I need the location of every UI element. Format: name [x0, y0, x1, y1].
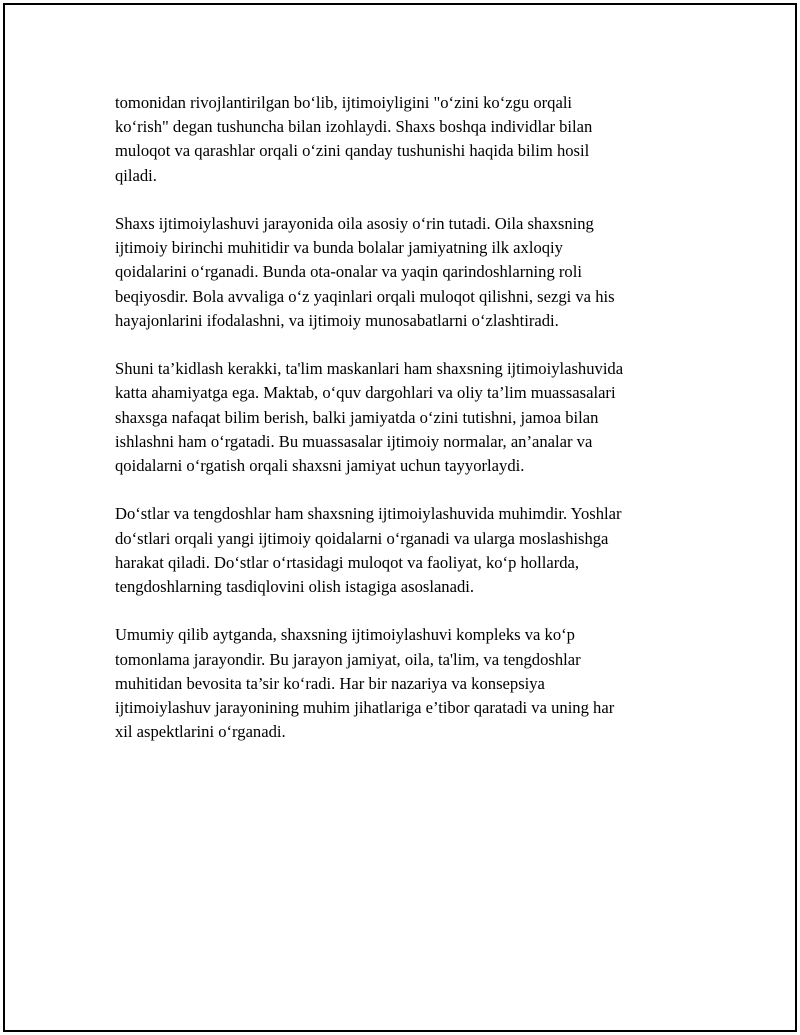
paragraph-1: tomonidan rivojlantirilgan bo‘lib, ijtimoiyligini "o‘zini ko‘zgu orqali ko‘rish" degan tushuncha bilan izohlaydi. Shaxs boshqa individlar bilan muloqot va qarashlar orqali o‘zini qanday tushunishi haqida bilim hosil qiladi. [115, 93, 593, 185]
paragraph-2: Shaxs ijtimoiylashuvi jarayonida oila asosiy o‘rin tutadi. Oila shaxsning ijtimoiy birinchi muhitidir va bunda bolalar jamiyatning ilk axloqiy qoidalarini o‘rganadi. Bunda ota-onalar va yaqin qarindoshlarning roli beqiyosdir. Bola avvaliga o‘z yaqinlari orqali muloqot qilishni, sezgi va his hayajonlarini ifodalashni, va ijtimoiy munosabatlarni o‘zlashtiradi. [115, 214, 615, 330]
paragraph-5: Umumiy qilib aytganda, shaxsning ijtimoiylashuvi kompleks va ko‘p tomonlama jarayondir. Bu jarayon jamiyat, oila, ta'lim, va tengdoshlar muhitidan bevosita ta’sir ko‘radi. Har bir nazariya va konsepsiya ijtimoiylashuv jarayonining muhim jihatlariga e’tibor qaratadi va uning har xil aspektlarini o‘rganadi. [115, 625, 615, 742]
paragraph-3: Shuni ta’kidlash kerakki, ta'lim maskanlari ham shaxsning ijtimoiylashuvida katta ahamiyatga ega. Maktab, o‘quv dargohlari va oliy ta’lim muassasalari shaxsga nafaqat bilim berish, balki jamiyatda o‘zini tutishni, jamoa bilan ishlashni ham o‘rgatadi. Bu muassasalar ijtimoiy normalar, an’analar va qoidalarni o‘rgatish orqali shaxsni jamiyat uchun tayyorlaydi. [115, 359, 624, 476]
document-body [115, 91, 695, 769]
paragraph-4: Do‘stlar va tengdoshlar ham shaxsning ijtimoiylashuvida muhimdir. Yoshlar do‘stlari orqali yangi ijtimoiy qoidalarni o‘rganadi va ularga moslashishga harakat qiladi. Do‘stlar o‘rtasidagi muloqot va faoliyat, ko‘p hollarda, tengdoshlarning tasdiqlovini olish istagiga asoslanadi. [115, 504, 622, 597]
